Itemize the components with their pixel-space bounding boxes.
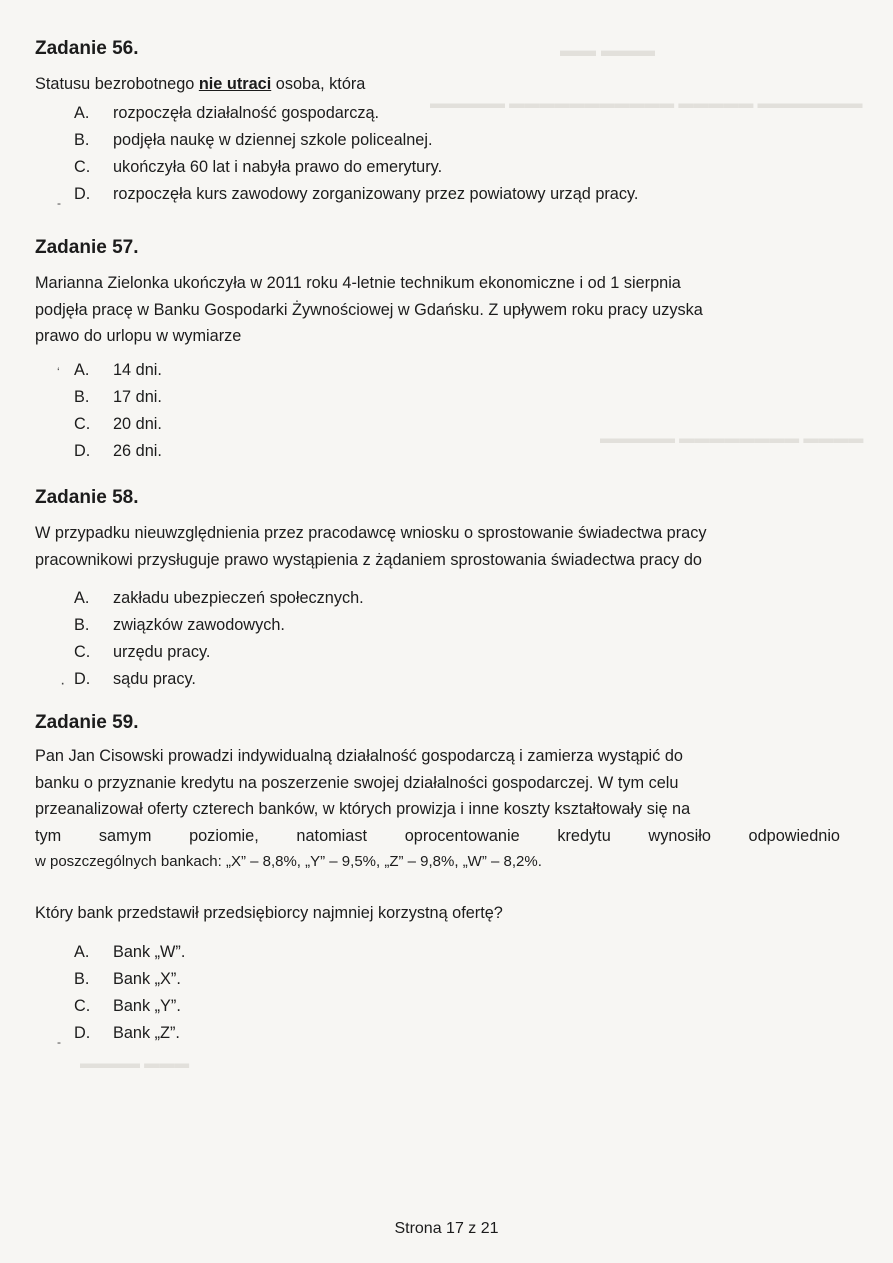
answer-option[interactable] [35, 154, 840, 181]
task-question [35, 520, 840, 573]
answer-text: Bank „W”. [113, 943, 186, 961]
answer-text: 14 dni. [113, 360, 162, 379]
answer-letter: A. [74, 589, 90, 607]
question-line: pracownikowi przysługuje prawo wystąpienia z żądaniem sprostowania świadectwa pracy do [35, 550, 702, 569]
task-heading: Zadanie 57. [35, 237, 139, 258]
answer-option[interactable] [35, 585, 840, 612]
answer-text: podjęła naukę w dziennej szkole policealnej. [113, 130, 433, 149]
answer-list [35, 100, 840, 208]
answer-option[interactable] [35, 127, 840, 154]
question-line: banku o przyznanie kredytu na poszerzenie swojej działalności gospodarczej. W tym celu [35, 773, 679, 792]
answer-letter: C. [74, 643, 91, 661]
task-58 [35, 487, 840, 693]
answer-text: 17 dni. [113, 387, 162, 406]
answer-list [35, 357, 840, 465]
question-line: Pan Jan Cisowski prowadzi indywidualną działalność gospodarczą i zamierza wystąpić do [35, 747, 683, 765]
sub-question: Który bank przedstawił przedsiębiorcy najmniej korzystną ofertę? [35, 903, 503, 922]
question-emphasis: nie utraci [198, 75, 272, 93]
answer-option[interactable] [35, 384, 840, 411]
answer-letter: D. [74, 1024, 91, 1042]
pencil-mark-icon: - [57, 1035, 61, 1049]
question-line: podjęła pracę w Banku Gospodarki Żywnościowej w Gdańsku. Z upływem roku pracy uzyska [35, 300, 703, 319]
task-57 [35, 237, 840, 465]
answer-option[interactable] [35, 666, 840, 693]
task-question [35, 743, 840, 876]
answer-text: związków zawodowych. [113, 616, 285, 634]
show-through-decoration: ▬▬▬ ▬▬ [560, 40, 656, 60]
task-59 [35, 712, 840, 1047]
pencil-mark-icon: - [57, 195, 61, 210]
answer-option[interactable] [35, 411, 840, 438]
question-line: przeanalizował oferty czterech banków, w których prowizja i inne koszty kształtowały się na [35, 800, 691, 818]
answer-text: 26 dni. [113, 441, 162, 460]
answer-text: rozpoczęła działalność gospodarczą. [113, 103, 380, 122]
answer-text: 20 dni. [113, 414, 162, 433]
answer-option[interactable] [35, 939, 840, 966]
answer-text: Bank „Y”. [113, 997, 181, 1015]
answer-option[interactable] [35, 1020, 840, 1047]
answer-letter: B. [74, 130, 90, 149]
answer-letter: A. [74, 360, 90, 379]
show-through-decoration: ▬▬▬ ▬▬▬▬ [80, 1055, 190, 1072]
answer-option[interactable] [35, 993, 840, 1020]
task-heading: Zadanie 56. [35, 38, 139, 59]
question-line: tym samym poziomie, natomiast oprocentowanie kredytu wynosiło odpowiednio [35, 826, 840, 845]
answer-letter: A. [74, 943, 90, 961]
answer-letter: A. [74, 103, 90, 122]
task-question [35, 71, 840, 98]
question-line: Marianna Zielonka ukończyła w 2011 roku 4-letnie technikum ekonomiczne i od 1 sierpnia [35, 274, 681, 292]
question-line: w poszczególnych bankach: „X” – 8,8%, „Y” – 9,5%, „Z” – 9,8%, „W” – 8,2%. [35, 853, 542, 870]
show-through-decoration: ▬▬▬▬ ▬▬▬▬▬▬▬▬ ▬▬▬▬▬ [600, 430, 864, 447]
answer-text: zakładu ubezpieczeń społecznych. [113, 589, 364, 607]
answer-option[interactable] [35, 181, 840, 208]
pencil-mark-icon: · [60, 675, 66, 692]
question-text: Statusu bezrobotnego [35, 75, 199, 93]
question-line: prawo do urlopu w wymiarze [35, 327, 242, 345]
answer-letter: B. [74, 387, 90, 406]
answer-text: rozpoczęła kurs zawodowy zorganizowany przez powiatowy urząd pracy. [113, 184, 639, 203]
answer-letter: D. [74, 184, 91, 203]
task-question [35, 270, 840, 350]
answer-option[interactable] [35, 966, 840, 993]
answer-text: sądu pracy. [113, 670, 196, 688]
answer-letter: B. [74, 616, 90, 634]
answer-option[interactable] [35, 639, 840, 666]
answer-text: urzędu pracy. [113, 643, 211, 661]
page-number: Strona 17 z 21 [394, 1220, 499, 1237]
answer-option[interactable] [35, 438, 840, 465]
answer-letter: B. [74, 970, 90, 988]
answer-letter: C. [74, 157, 91, 176]
show-through-decoration: ▬▬▬▬▬▬▬ ▬▬▬▬▬ ▬▬▬▬▬▬▬▬▬▬▬ ▬▬▬▬▬ [430, 95, 863, 112]
task-heading: Zadanie 58. [35, 487, 139, 508]
answer-text: Bank „Z”. [113, 1024, 180, 1042]
task-heading: Zadanie 59. [35, 712, 139, 733]
question-line: W przypadku nieuwzględnienia przez pracodawcę wniosku o sprostowanie świadectwa pracy [35, 524, 707, 542]
question-text: osoba, która [271, 75, 366, 93]
pencil-mark-icon: ‘ [57, 364, 60, 379]
answer-option[interactable] [35, 357, 840, 384]
answer-letter: D. [74, 441, 91, 460]
answer-letter: C. [74, 414, 91, 433]
answer-letter: C. [74, 997, 91, 1015]
answer-letter: D. [74, 670, 91, 688]
answer-option[interactable] [35, 100, 840, 127]
answer-text: ukończyła 60 lat i nabyła prawo do emerytury. [113, 157, 443, 176]
answer-option[interactable] [35, 612, 840, 639]
answer-list [35, 585, 840, 693]
answer-text: Bank „X”. [113, 970, 181, 988]
task-56 [35, 38, 840, 208]
answer-list [35, 939, 840, 1047]
